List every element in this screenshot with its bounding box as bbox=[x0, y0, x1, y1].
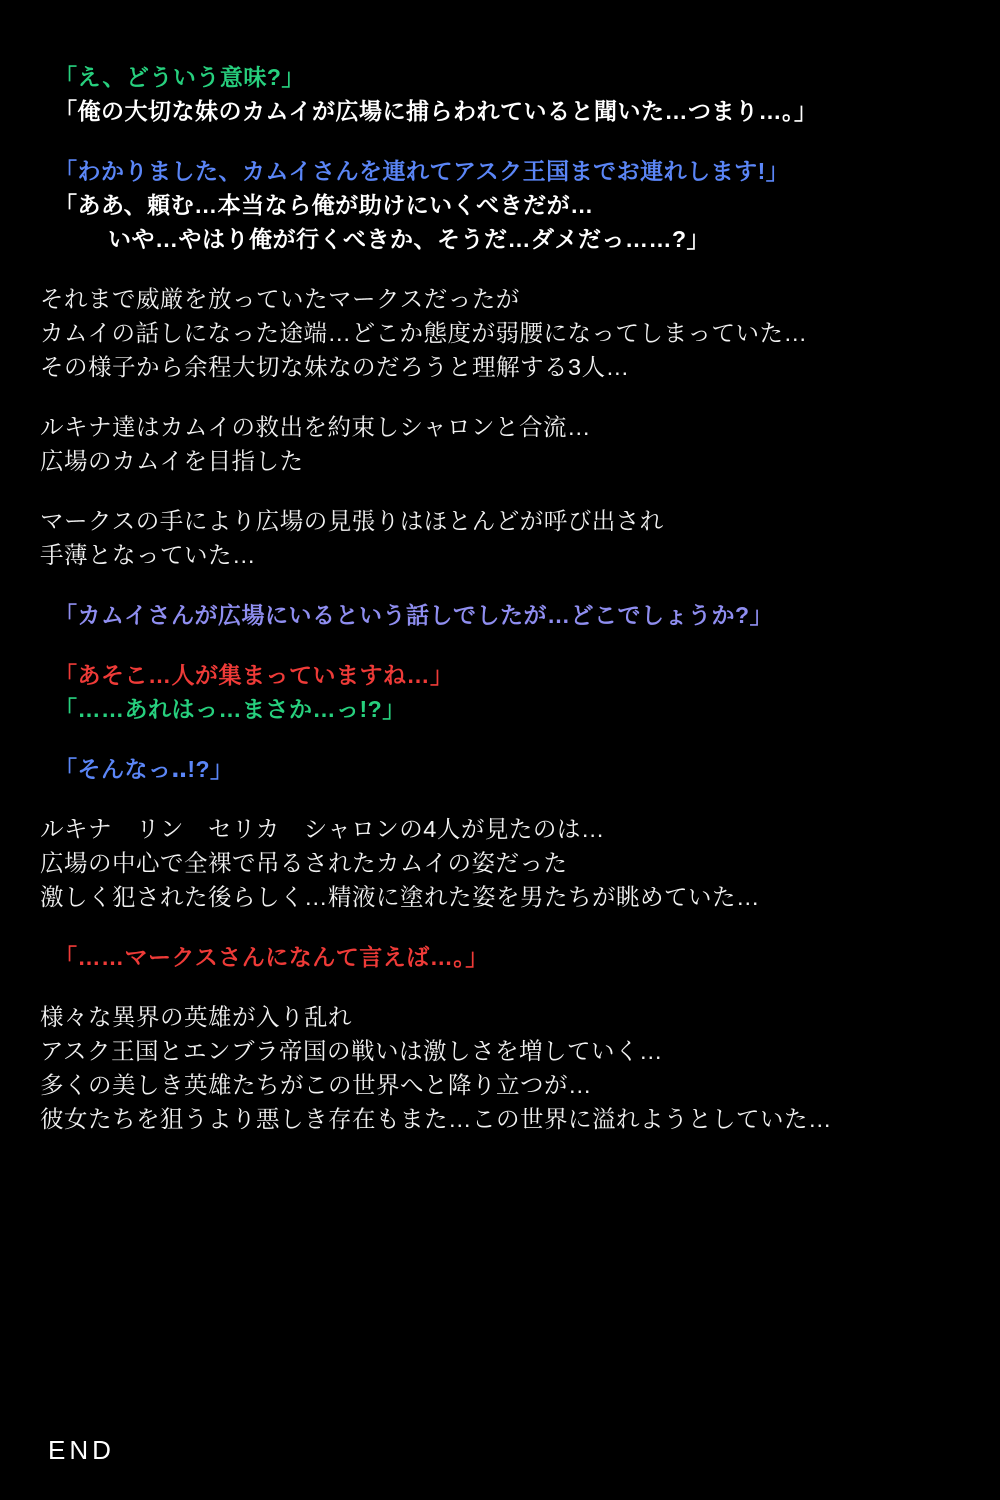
dialog-line: 「……マークスさんになんて言えば…。」 bbox=[54, 944, 489, 970]
dialog-block bbox=[40, 940, 960, 974]
narration-line: 激しく犯された後らしく…精液に塗れた姿を男たちが眺めていた… bbox=[40, 884, 760, 910]
narration-line: 多くの美しき英雄たちがこの世界へと降り立つが… bbox=[40, 1072, 592, 1098]
narration-line: カムイの話しになった途端…どこか態度が弱腰になってしまっていた… bbox=[40, 320, 808, 346]
story-text-body bbox=[40, 60, 960, 1136]
narration-block bbox=[40, 812, 960, 914]
end-label: END bbox=[48, 1435, 115, 1465]
narration-line: ルキナ リン セリカ シャロンの4人が見たのは… bbox=[40, 816, 605, 842]
narration-line: 様々な異界の英雄が入り乱れ bbox=[40, 1004, 352, 1030]
narration-block bbox=[40, 410, 960, 478]
narration-line: 彼女たちを狙うより悪しき存在もまた…この世界に溢れようとしていた… bbox=[40, 1106, 832, 1132]
dialog-line: いや…やはり俺が行くべきか、そうだ…ダメだっ……?」 bbox=[108, 226, 711, 252]
narration-line: アスク王国とエンブラ帝国の戦いは激しさを増していく… bbox=[40, 1038, 664, 1064]
narration-block bbox=[40, 282, 960, 384]
narration-line: その様子から余程大切な妹なのだろうと理解する3人… bbox=[40, 354, 630, 380]
dialog-block bbox=[40, 60, 960, 128]
dialog-line: 「……あれはっ…まさか…っ!?」 bbox=[54, 696, 406, 722]
dialog-line: 「ああ、頼む…本当なら俺が助けにいくべきだが… bbox=[54, 192, 594, 218]
dialog-block bbox=[40, 598, 960, 632]
narration-line: 広場の中心で全裸で吊るされたカムイの姿だった bbox=[40, 850, 568, 876]
dialog-line: 「そんなっ‥!?」 bbox=[54, 756, 234, 782]
narration-line: 広場のカムイを目指した bbox=[40, 448, 304, 474]
dialog-line: 「あそこ…人が集まっていますね…」 bbox=[54, 662, 454, 688]
dialog-block bbox=[40, 154, 960, 256]
dialog-line: 「俺の大切な妹のカムイが広場に捕らわれていると聞いた…つまり…。」 bbox=[54, 98, 818, 124]
dialog-block bbox=[40, 752, 960, 786]
dialog-line: 「わかりました、カムイさんを連れてアスク王国までお連れします!」 bbox=[54, 158, 790, 184]
narration-line: 手薄となっていた… bbox=[40, 542, 256, 568]
narration-line: マークスの手により広場の見張りはほとんどが呼び出され bbox=[40, 508, 664, 534]
narration-line: それまで威厳を放っていたマークスだったが bbox=[40, 286, 520, 312]
dialog-block bbox=[40, 658, 960, 726]
narration-block bbox=[40, 1000, 960, 1136]
narration-block bbox=[40, 504, 960, 572]
narration-line: ルキナ達はカムイの救出を約束しシャロンと合流… bbox=[40, 414, 592, 440]
dialog-line: 「カムイさんが広場にいるという話しでしたが…どこでしょうか?」 bbox=[54, 602, 774, 628]
dialog-line: 「え、どういう意味?」 bbox=[54, 64, 305, 90]
